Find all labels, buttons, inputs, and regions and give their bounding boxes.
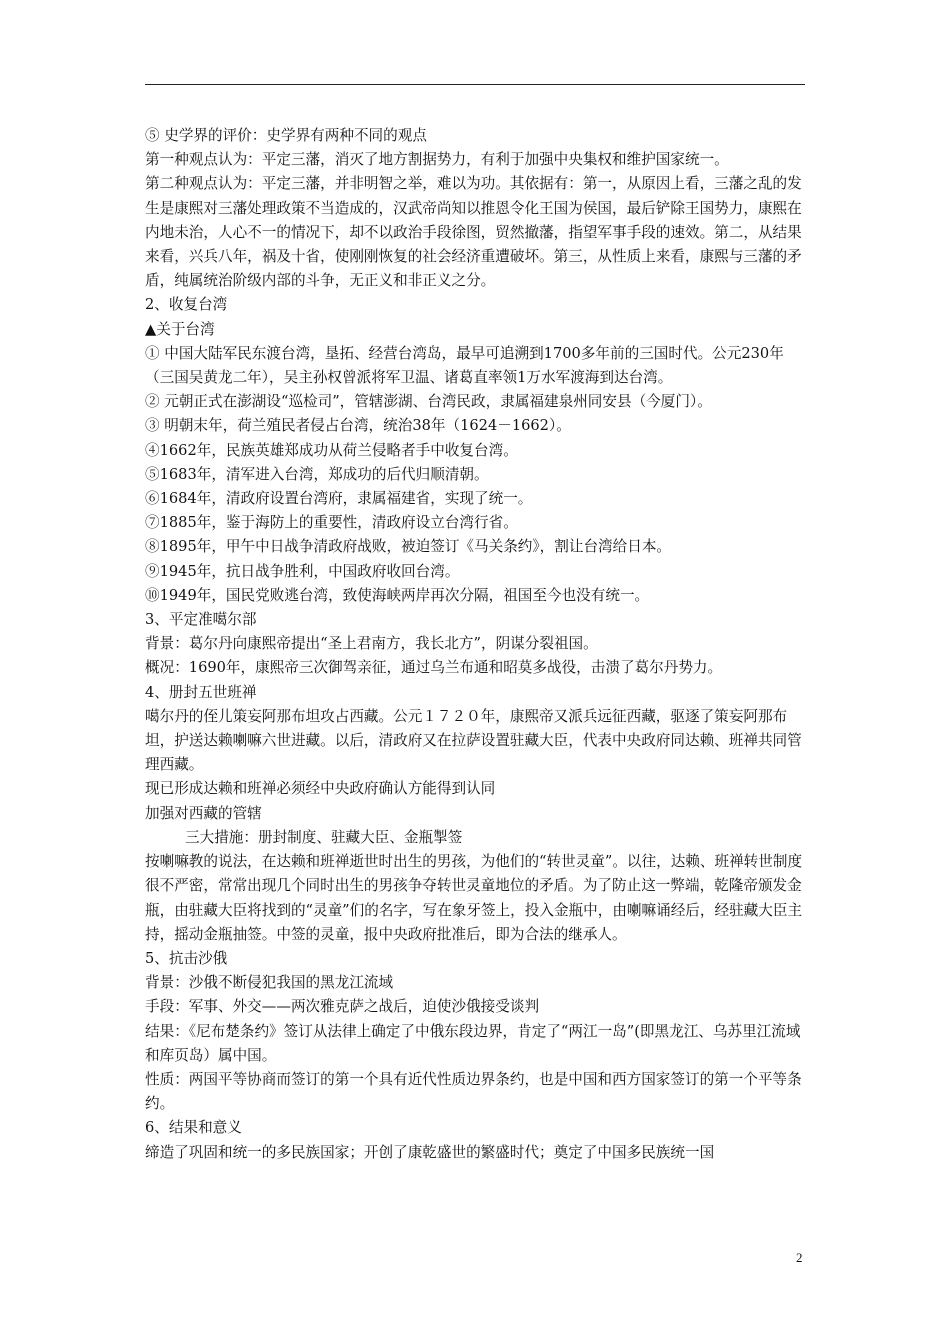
paragraph: 第一种观点认为：平定三藩，消灭了地方割据势力，有利于加强中央集权和维护国家统一。: [145, 151, 729, 169]
paragraph: 缔造了巩固和统一的多民族国家；开创了康乾盛世的繁盛时代；奠定了中国多民族统一国: [145, 1143, 715, 1161]
list-item: ② 元朝正式在澎湖设“巡检司”，管辖澎湖、台湾民政，隶属福建泉州同安县（今厦门）。: [145, 393, 712, 411]
header-rule: [145, 84, 805, 85]
list-item: ⑧1895年，甲午中日战争清政府战败，被迫签订《马关条约》，割让台湾给日本。: [145, 538, 672, 556]
paragraph: 性质：两国平等协商而签订的第一个具有近代性质边界条约，也是中国和西方国家签订的第一个平等条约。: [145, 1070, 802, 1113]
list-item: ⑩1949年，国民党败逃台湾，致使海峡两岸再次分隔，祖国至今也没有统一。: [145, 586, 650, 604]
list-item: ⑤1683年，清军进入台湾，郑成功的后代归顺清朝。: [145, 465, 489, 483]
list-item: ① 中国大陆军民东渡台湾，垦拓、经营台湾岛，最早可追溯到1700多年前的三国时代。公元230年（三国吴黄龙二年），吴主孙权曾派将军卫温、诸葛直率领1万水军渡海到达台湾。: [145, 344, 784, 387]
section-heading: 5、抗击沙俄: [145, 949, 228, 967]
paragraph: 按喇嘛教的说法，在达赖和班禅逝世时出生的男孩，为他们的“转世灵童”。以往，达赖、班禅转世制度很不严密，常常出现几个同时出生的男孩争夺转世灵童地位的矛盾。为了防止这一弊端，乾隆帝颁发金瓶，由驻藏大臣将找到的“灵童”们的名字，写在象牙签上，投入金瓶中，由喇嘛诵经后，经驻藏大臣主持，摇动金瓶抽签。中签的灵童，报中央政府批准后，即为合法的继承人。: [145, 853, 803, 943]
paragraph: 概况：1690年，康熙帝三次御驾亲征，通过乌兰布通和昭莫多战役，击溃了葛尔丹势力。: [145, 659, 723, 677]
paragraph: 现已形成达赖和班禅必须经中央政府确认方能得到认同: [145, 780, 496, 798]
list-item: ⑨1945年，抗日战争胜利，中国政府收回台湾。: [145, 562, 460, 580]
section-heading: 2、收复台湾: [145, 296, 228, 314]
list-item: ③ 明朝末年，荷兰殖民者侵占台湾，统治38年（1624－1662）。: [145, 417, 571, 435]
document-body: [145, 124, 809, 1165]
paragraph: 加强对西藏的管辖: [145, 804, 262, 822]
paragraph: 结果：《尼布楚条约》签订从法律上确定了中俄东段边界，肯定了“两江一岛”(即黑龙江、乌苏里江流域和库页岛）属中国。: [145, 1022, 801, 1064]
list-item: ⑦1885年，鉴于海防上的重要性，清政府设立台湾行省。: [145, 514, 518, 532]
list-item: ⑥1684年，清政府设置台湾府，隶属福建省，实现了统一。: [145, 490, 533, 508]
section-heading: 6、结果和意义: [145, 1119, 242, 1137]
paragraph: 第二种观点认为：平定三藩，并非明智之举，难以为功。其依据有：第一，从原因上看，三藩之乱的发生是康熙对三藩处理政策不当造成的，汉武帝尚知以推恩令化王国为侯国，最后铲除王国势力，康熙在内地未治，人心不一的情况下，却不以政治手段徐图，贸然撤藩，指望军事手段的速效。第二，从结果来看，兴兵八年，祸及十省，使刚刚恢复的社会经济重遭破坏。第三，从性质上来看，康熙与三藩的矛盾，纯属统治阶级内部的斗争，无正义和非正义之分。: [145, 175, 802, 290]
section-heading: 3、平定准噶尔部: [145, 611, 257, 629]
section-heading: 4、册封五世班禅: [145, 683, 257, 701]
subheading: ▲关于台湾: [145, 320, 215, 338]
page-number: 2: [796, 1250, 803, 1265]
paragraph: 三大措施：册封制度、驻藏大臣、金瓶掣签: [185, 828, 463, 846]
paragraph: 背景：葛尔丹向康熙帝提出“圣上君南方，我长北方”，阴谋分裂祖国。: [145, 635, 598, 653]
list-item: ④1662年，民族英雄郑成功从荷兰侵略者手中收复台湾。: [145, 441, 518, 459]
paragraph: 手段：军事、外交——两次雅克萨之战后，迫使沙俄接受谈判: [145, 998, 540, 1016]
paragraph: ⑤ 史学界的评价：史学界有两种不同的观点: [145, 127, 427, 144]
paragraph: 背景：沙俄不断侵犯我国的黑龙江流域: [145, 974, 394, 992]
paragraph: 噶尔丹的侄儿策妄阿那布坦攻占西藏。公元１７２０年，康熙帝又派兵远征西藏，驱逐了策妄阿那布坦，护送达赖喇嘛六世进藏。以后，清政府又在拉萨设置驻藏大臣，代表中央政府同达赖、班禅共同管理西藏。: [145, 707, 802, 774]
